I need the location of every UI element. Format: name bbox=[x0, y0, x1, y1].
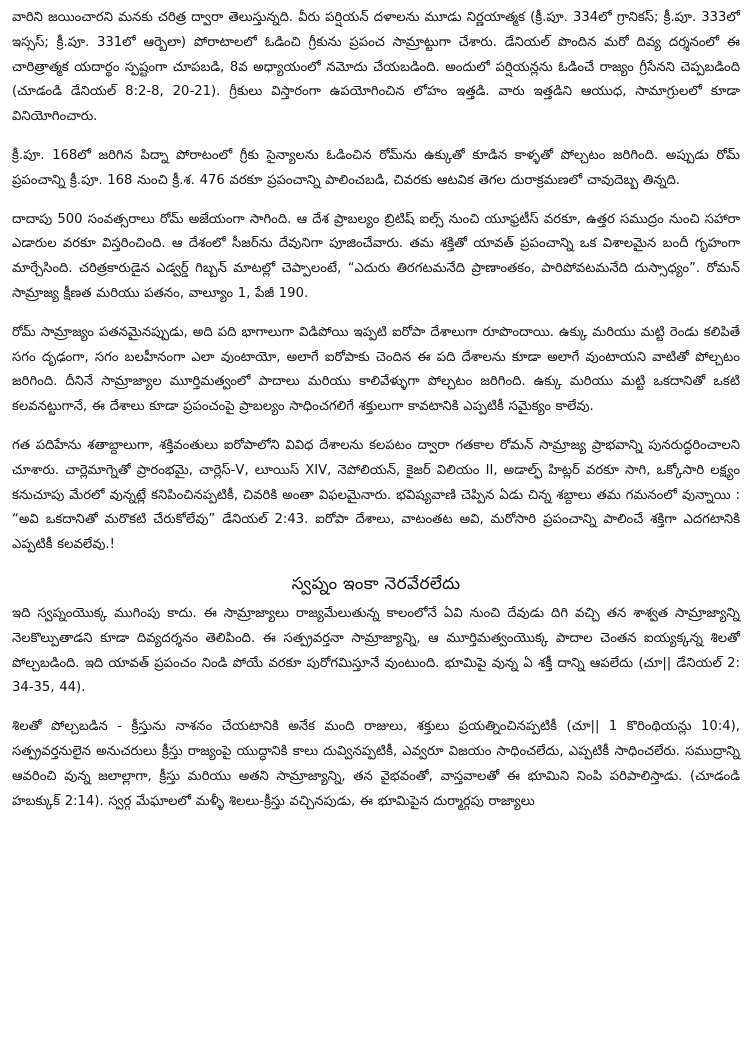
paragraph-rome-fall: రోమ్ సామ్రాజ్యం పతనమైనప్పుడు, అది పది భాగాలుగా విడిపోయి ఇప్పటి ఐరోపా దేశాలుగా రూపొందాయి. ఉక్కు మరియు మట్టి రెండు కలిపితే సగం దృఢంగా, సగం బలహీనంగా ఎలా వుంటాయో, అలాగే ఐరోపాకు చెందిన ఈ పది దేశాలను కూడా అలాగే వుంటాయని వాటితో పోల్చటం జరిగింది. దీనినే సామ్రాజ్యాల మూర్తిమత్వంలో పాదాలు మరియు కాలివేళ్ళుగా పోల్చటం జరిగింది. ఉక్కు మరియు మట్టి ఒకదానితో ఒకటి కలవనట్టుగానే, ఈ దేశాలు కూడా ప్రపంచంపై ప్రాబల్యం సాధించగలిగే శక్తులుగా కావటానికి ఎప్పటికీ సమైక్యం కాలేవు. bbox=[12, 324, 740, 415]
paragraph-europe-unity: గత పదిహేను శతాబ్దాలుగా, శక్తివంతులు ఐరోపాలోని వివిధ దేశాలను కలపటం ద్వారా గతకాల రోమన్ సామ్రాజ్య ప్రాభవాన్ని పునరుద్ధరించాలని చూశారు. చార్లెమాగ్నెతో ప్రారంభమై, చార్లెస్-V, లూయిస్ XIV, నెపోలియన్, కైజర్ విలియం II, అడాల్ఫ్ హిట్లర్ వరకూ సాగి, ఒక్కోసారి లక్ష్యం కనుచూపు మేరలో వున్నట్లే కనిపించినప్పటికీ, చివరికి అంతా విఫలమైనారు. భవిష్యవాణి చెప్పిన ఏడు చిన్న శబ్దాలు తమ గమనంలో వున్నాయి : “అవి ఒకదానితో మరొకటి చేరుకోలేవు” డేనియల్ 2:43. ఐరోపా దేశాలు, వాటంతట అవి, మరోసారి ప్రపంచాన్ని పాలించే శక్తిగా ఎదగటానికి ఎప్పటికీ కలవలేవు.! bbox=[12, 437, 740, 553]
paragraph-rome-pydna: క్రీ.పూ. 168లో జరిగిన పిద్నా పోరాటంలో గ్రీకు సైన్యాలను ఓడించిన రోమ్‌ను ఉక్కుతో కూడిన కాళ్ళతో పోల్చటం జరిగింది. అప్పుడు రోమ్ ప్రపంచాన్ని క్రీ.పూ. 168 నుంచి క్రీ.శ. 476 వరకూ ప్రపంచాన్ని పాలించబడి, చివరకు ఆటవిక తెగల దురాక్రమణలో చావుదెబ్బ తిన్నది. bbox=[12, 147, 740, 188]
section-heading: స్వప్నం ఇంకా నెరవేరలేదు bbox=[291, 573, 461, 594]
paragraph-stone-christ: శిలతో పోల్చబడిన - క్రీస్తును నాశనం చేయటానికి అనేక మంది రాజులు, శక్తులు ప్రయత్నించినప్పటికీ (చూ|| 1 కొరింథియన్లు 10:4), సత్ప్రవర్తనులైన అనుచరులు క్రీస్తు రాజ్యంపై యుద్ధానికి కాలు దువ్వినప్పటికీ, ఎవ్వరూ విజయం సాధించలేదు, ఎప్పటికీ సాధించలేరు. సముద్రాన్ని ఆవరించి వున్న జలాల్లాగా, క్రీస్తు మరియు అతని సామ్రాజ్యాన్ని, తన వైభవంతో, వాస్తవాలతో ఈ భూమిని నింపి పరిపాలిస్తాడు. (చూడండి హబక్కుక్ 2:14). స్వర్గ మేఘాలలో మళ్ళీ శిలలు-క్రీస్తు వచ్చినపుడు, ఈ భూమిపైన దుర్మార్గపు రాజ్యాలు bbox=[12, 719, 740, 809]
paragraph-dream-end: ఇది స్వప్నంయొక్క ముగింపు కాదు. ఈ సామ్రాజ్యాలు రాజ్యమేలుతున్న కాలంలోనే ఏవి నుంచి దేవుడు దిగి వచ్చి తన శాశ్వత సామ్రాజ్యాన్ని నెలకొల్పుతాడని కూడా దివ్యదర్శనం తెలిపింది. ఈ సత్ప్రవర్తనా సామ్రాజ్యాన్ని, ఆ మూర్తిమత్వంయొక్క పాదాల చెంతన ఐయ్యక్కన్న శిలతో పోల్చబడింది. ఇది యావత్ ప్రపంచం నిండి పోయే వరకూ పురోగమిస్తూనే వుంటుంది. భూమిపై వున్న ఏ శక్తీ దాన్ని ఆపలేదు (చూ|| డేనియల్ 2: 34-35, 44). bbox=[12, 605, 740, 696]
paragraph-rome-empire: దాదాపు 500 సంవత్సరాలు రోమ్ అజేయంగా సాగింది. ఆ దేశ ప్రాబల్యం బ్రిటిష్ ఐల్స్ నుంచి యూఫ్రటీస్ వరకూ, ఉత్తర సముద్రం నుంచి సహారా ఎడారుల వరకూ విస్తరించింది. ఆ దేశంలో సీజర్‌ను దేవునిగా పూజించేవారు. తమ శక్తితో యావత్ ప్రపంచాన్ని ఒక విశాలమైన బందీ గృహంగా మార్చేసింది. చరిత్రకారుడైన ఎడ్వర్డ్ గిబ్బన్ మాటల్లో చెప్పాలంటే, “ఎదురు తిరగటమనేది ప్రాణాంతకం, పారిపోవటమనేది దుస్సాధ్యం”. రోమన్ సామ్రాజ్య క్షీణత మరియు పతనం, వాల్యూం 1, పేజీ 190. bbox=[12, 211, 740, 301]
paragraph-greece: వారిని జయించారని మనకు చరిత్ర ద్వారా తెలుస్తున్నది. వీరు పర్షియన్ దళాలను మూడు నిర్ణయాత్మక (క్రీ.పూ. 334లో గ్రానికస్; క్రీ.పూ. 333లో ఇస్సస్; క్రీ.పూ. 331లో ఆర్బెలా) పోరాటాలలో ఓడించి గ్రీకును ప్రపంచ సామ్రాట్టుగా చేశారు. డేనియల్ పొందిన మరో దివ్య దర్శనంలో ఈ చారిత్రాత్మక యదార్థం స్పష్టంగా చూపబడి, 8వ అధ్యాయంలో నమోదు చేయబడింది. అందులో పర్షియన్లను ఓడించే రాజ్యం గ్రీసేనని చెప్పబడింది (చూడండి డేనియల్ 8:2-8, 20-21). గ్రీకులు విస్తారంగా ఉపయోగించిన లోహం ఇత్తడి. వారు ఇత్తడిని ఆయుధ, సామాగ్రులలో కూడా వినియోగించారు. bbox=[12, 10, 740, 125]
